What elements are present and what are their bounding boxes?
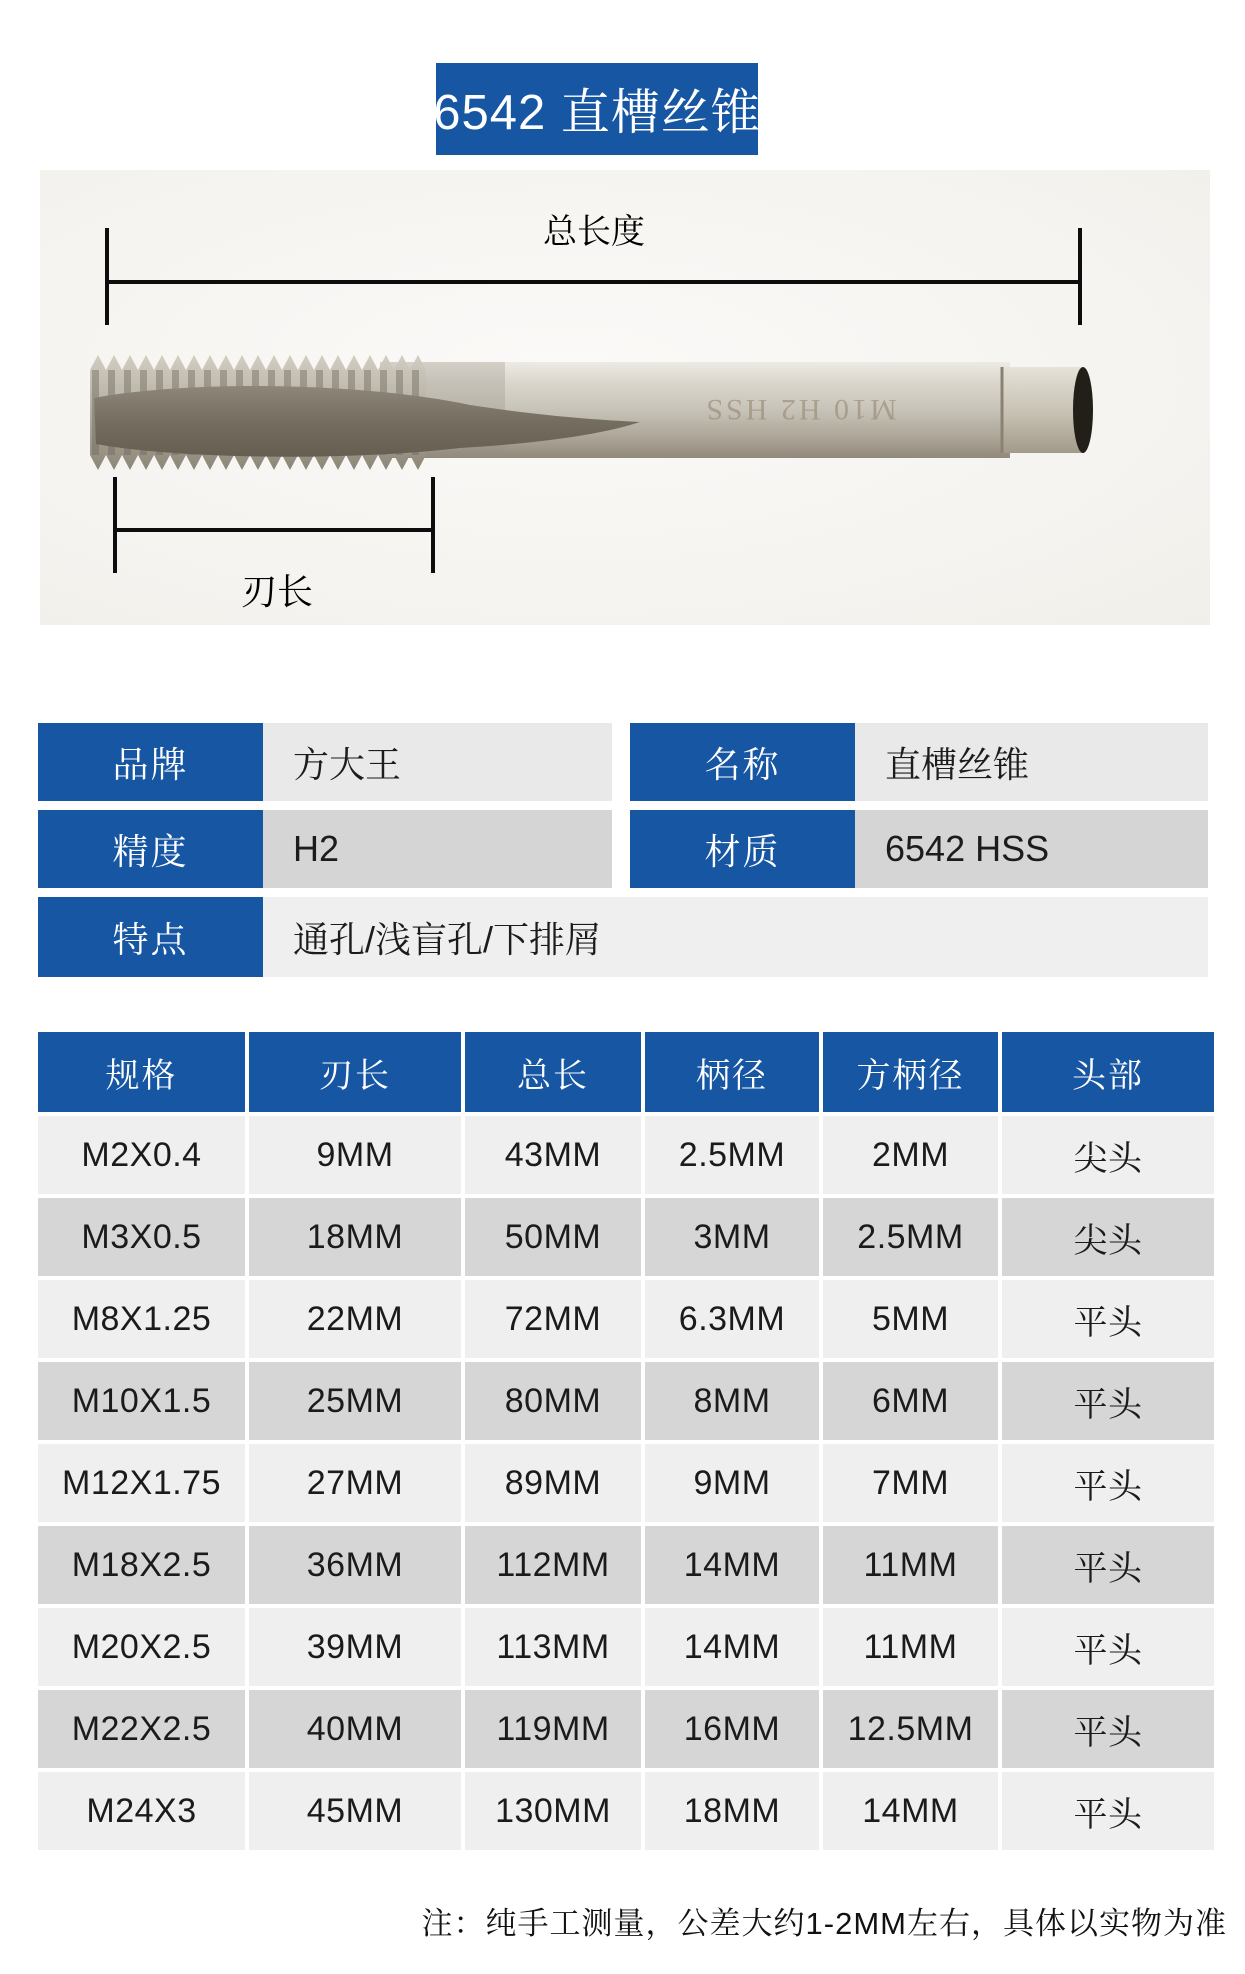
spec-cell: 119MM xyxy=(465,1690,641,1768)
blade-length-label: 刃长 xyxy=(240,571,314,612)
spec-cell: 25MM xyxy=(249,1362,461,1440)
name-value: 直槽丝锥 xyxy=(855,723,1208,801)
spec-cell: M2X0.4 xyxy=(38,1116,245,1194)
product-photo xyxy=(40,170,1210,625)
spec-cell: M24X3 xyxy=(38,1772,245,1850)
spec-cell: 尖头 xyxy=(1002,1198,1214,1276)
spec-cell: 平头 xyxy=(1002,1690,1214,1768)
spec-cell: 尖头 xyxy=(1002,1116,1214,1194)
spec-cell: 12.5MM xyxy=(823,1690,998,1768)
material-value: 6542 HSS xyxy=(855,810,1208,888)
spec-cell: 9MM xyxy=(645,1444,819,1522)
title-banner xyxy=(433,63,761,155)
spec-cell: 14MM xyxy=(645,1526,819,1604)
features-value: 通孔/浅盲孔/下排屑 xyxy=(263,897,1208,977)
spec-cell: 平头 xyxy=(1002,1526,1214,1604)
spec-cell: 平头 xyxy=(1002,1444,1214,1522)
spec-cell: M10X1.5 xyxy=(38,1362,245,1440)
brand-label: 品牌 xyxy=(38,723,263,801)
spec-cell: 9MM xyxy=(249,1116,461,1194)
spec-cell: 5MM xyxy=(823,1280,998,1358)
measurement-note: 注：纯手工测量，公差大约1-2MM左右，具体以实物为准 xyxy=(421,1906,1227,1941)
spec-header-square-dia: 方柄径 xyxy=(823,1032,998,1112)
spec-cell: 2.5MM xyxy=(823,1198,998,1276)
spec-table xyxy=(38,1032,1214,1850)
spec-cell: 27MM xyxy=(249,1444,461,1522)
spec-cell: M22X2.5 xyxy=(38,1690,245,1768)
spec-cell: M20X2.5 xyxy=(38,1608,245,1686)
spec-cell: M12X1.75 xyxy=(38,1444,245,1522)
spec-cell: 89MM xyxy=(465,1444,641,1522)
precision-value: H2 xyxy=(263,810,612,888)
spec-cell: 130MM xyxy=(465,1772,641,1850)
spec-cell: 8MM xyxy=(645,1362,819,1440)
spec-cell: 43MM xyxy=(465,1116,641,1194)
brand-value: 方大王 xyxy=(263,723,612,801)
info-row-features xyxy=(38,897,1208,977)
spec-cell: 16MM xyxy=(645,1690,819,1768)
spec-cell: M18X2.5 xyxy=(38,1526,245,1604)
spec-cell: 3MM xyxy=(645,1198,819,1276)
spec-cell: 6MM xyxy=(823,1362,998,1440)
spec-cell: 6.3MM xyxy=(645,1280,819,1358)
spec-header-size: 规格 xyxy=(38,1032,245,1112)
spec-cell: 2MM xyxy=(823,1116,998,1194)
spec-cell: 113MM xyxy=(465,1608,641,1686)
info-row-precision-material xyxy=(38,810,1208,888)
features-label: 特点 xyxy=(38,897,263,977)
tap-square-head xyxy=(1002,367,1082,453)
page-title: 6542 直槽丝锥 xyxy=(433,86,761,140)
spec-cell: 80MM xyxy=(465,1362,641,1440)
spec-cell: 平头 xyxy=(1002,1608,1214,1686)
spec-cell: 11MM xyxy=(823,1526,998,1604)
spec-cell: 39MM xyxy=(249,1608,461,1686)
spec-cell: 22MM xyxy=(249,1280,461,1358)
spec-cell: 7MM xyxy=(823,1444,998,1522)
precision-label: 精度 xyxy=(38,810,263,888)
spec-cell: 50MM xyxy=(465,1198,641,1276)
spec-header-shank-dia: 柄径 xyxy=(645,1032,819,1112)
spec-header-blade-length: 刃长 xyxy=(249,1032,461,1112)
material-label: 材质 xyxy=(630,810,855,888)
spec-cell: 平头 xyxy=(1002,1362,1214,1440)
spec-cell: 72MM xyxy=(465,1280,641,1358)
info-row-brand-name xyxy=(38,723,1208,801)
shank-marking-text: M10 H2 HSS xyxy=(703,393,897,426)
spec-cell: 40MM xyxy=(249,1690,461,1768)
spec-cell: M8X1.25 xyxy=(38,1280,245,1358)
spec-header-head: 头部 xyxy=(1002,1032,1214,1112)
total-length-label: 总长度 xyxy=(543,213,645,251)
spec-cell: M3X0.5 xyxy=(38,1198,245,1276)
spec-cell: 45MM xyxy=(249,1772,461,1850)
spec-cell: 18MM xyxy=(645,1772,819,1850)
name-label: 名称 xyxy=(630,723,855,801)
spec-cell: 2.5MM xyxy=(645,1116,819,1194)
spec-cell: 平头 xyxy=(1002,1772,1214,1850)
spec-cell: 14MM xyxy=(645,1608,819,1686)
spec-cell: 14MM xyxy=(823,1772,998,1850)
spec-cell: 112MM xyxy=(465,1526,641,1604)
spec-cell: 11MM xyxy=(823,1608,998,1686)
spec-cell: 平头 xyxy=(1002,1280,1214,1358)
spec-header-total-length: 总长 xyxy=(465,1032,641,1112)
tap-end-shadow xyxy=(1073,367,1093,453)
spec-cell: 36MM xyxy=(249,1526,461,1604)
spec-cell: 18MM xyxy=(249,1198,461,1276)
